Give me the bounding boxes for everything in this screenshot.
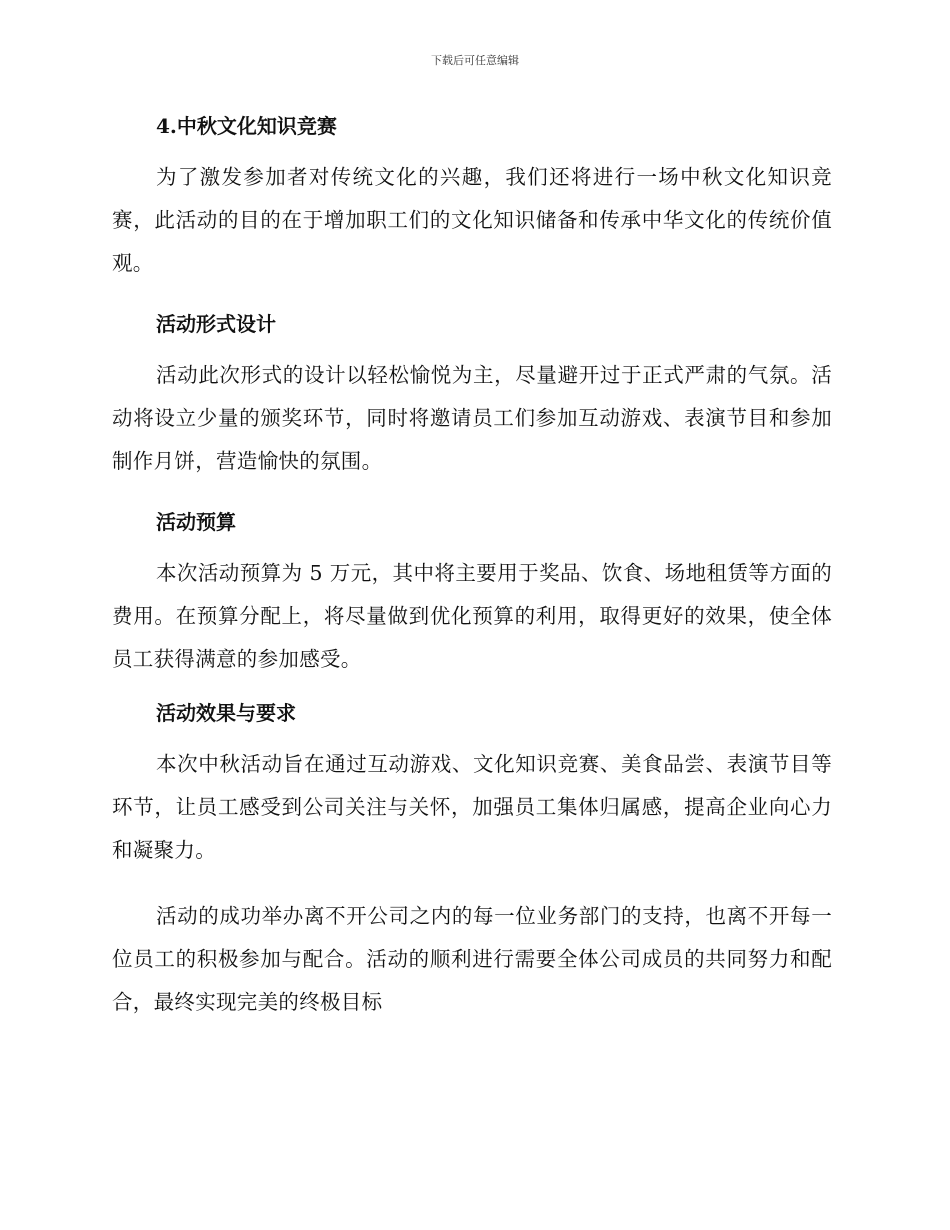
section-heading-effects-requirements: 活动效果与要求 (156, 701, 296, 725)
paragraph-activity-format: 活动此次形式的设计以轻松愉悦为主，尽量避开过于正式严肃的气氛。活动将设立少量的颁奖环节，同时将邀请员工们参加互动游戏、表演节目和参加制作月饼，营造愉快的氛围。 (112, 363, 832, 473)
document-body (112, 110, 832, 1047)
section-heading-activity-format: 活动形式设计 (156, 312, 276, 336)
section-heading-knowledge-contest: 4.中秋文化知识竞赛 (156, 114, 337, 138)
paragraph-conclusion: 活动的成功举办离不开公司之内的每一位业务部门的支持，也离不开每一位员工的积极参加与配合。活动的顺利进行需要全体公司成员的共同努力和配合，最终实现完美的终极目标 (112, 904, 832, 1014)
paragraph-budget: 本次活动预算为 5 万元，其中将主要用于奖品、饮食、场地租赁等方面的费用。在预算分配上，将尽量做到优化预算的利用，取得更好的效果，使全体员工获得满意的参加感受。 (112, 561, 832, 671)
page-header: 下载后可任意编辑 (431, 54, 519, 67)
paragraph-effects: 本次中秋活动旨在通过互动游戏、文化知识竞赛、美食品尝、表演节目等环节，让员工感受到公司关注与关怀，加强员工集体归属感，提高企业向心力和凝聚力。 (112, 752, 832, 862)
paragraph-knowledge-contest: 为了激发参加者对传统文化的兴趣，我们还将进行一场中秋文化知识竞赛，此活动的目的在于增加职工们的文化知识储备和传承中华文化的传统价值观。 (112, 165, 832, 275)
section-heading-budget: 活动预算 (156, 510, 236, 534)
